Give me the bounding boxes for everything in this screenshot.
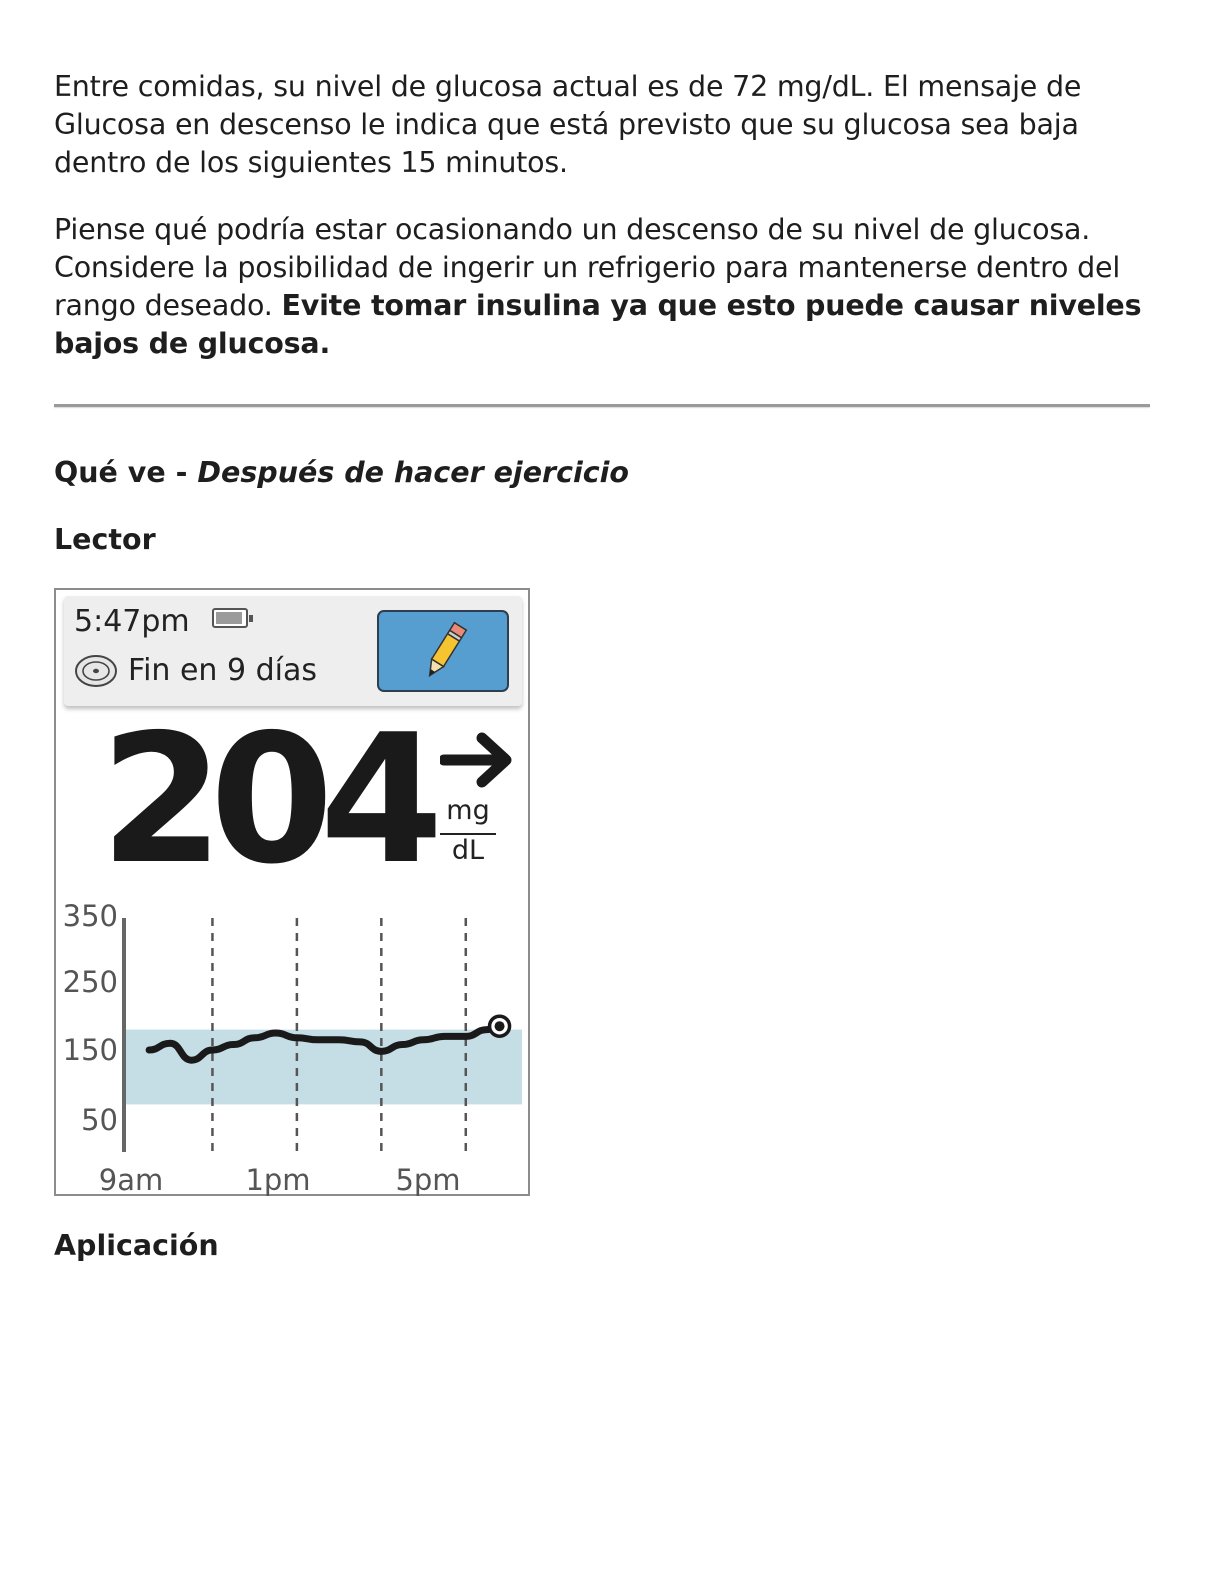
intro-paragraph: Entre comidas, su nivel de glucosa actual es de 72 mg/dL. El mensaje de Glucosa en descenso le indica que está previsto que su glucosa sea baja dentro de los siguientes 15 minutos. bbox=[54, 70, 1082, 179]
y-tick-label: 50 bbox=[81, 1103, 118, 1137]
pencil-icon bbox=[419, 618, 471, 684]
advice-warning: Evite tomar insulina ya que esto puede causar niveles bajos de glucosa. bbox=[54, 289, 1142, 360]
sensor-icon bbox=[74, 654, 118, 688]
x-tick-label: 5pm bbox=[395, 1163, 461, 1196]
section-heading bbox=[54, 455, 629, 491]
x-tick-label: 9am bbox=[98, 1163, 164, 1196]
add-note-button[interactable] bbox=[377, 610, 509, 692]
battery-icon bbox=[212, 608, 248, 628]
sensor-status: Fin en 9 días bbox=[128, 653, 317, 688]
y-tick-label: 150 bbox=[62, 1033, 118, 1067]
glucose-graph bbox=[56, 890, 528, 1196]
time-display: 5:47pm bbox=[74, 604, 190, 639]
unit-dl: dL bbox=[451, 835, 485, 866]
y-tick-label: 250 bbox=[62, 965, 118, 999]
current-point-dot bbox=[495, 1021, 505, 1031]
advice-text: Piense qué podría estar ocasionando un descenso de su nivel de glucosa. Considere la posibilidad de ingerir un refrigerio para mantenerse dentro del rango deseado. bbox=[54, 213, 1121, 322]
y-tick-label: 350 bbox=[62, 899, 118, 933]
app-label: Aplicación bbox=[54, 1229, 219, 1262]
section-heading-italic: Después de hacer ejercicio bbox=[197, 456, 629, 489]
arrow-right-icon bbox=[440, 730, 516, 790]
reader-label: Lector bbox=[54, 523, 156, 556]
status-bar bbox=[64, 596, 522, 706]
unit-mg: mg bbox=[446, 795, 490, 826]
advice-paragraph bbox=[54, 211, 1164, 363]
reader-screen bbox=[54, 588, 530, 1196]
section-divider bbox=[54, 404, 1150, 407]
x-tick-label: 1pm bbox=[245, 1163, 311, 1196]
section-heading-prefix: Qué ve - bbox=[54, 456, 198, 489]
glucose-value: 204 bbox=[100, 696, 430, 903]
